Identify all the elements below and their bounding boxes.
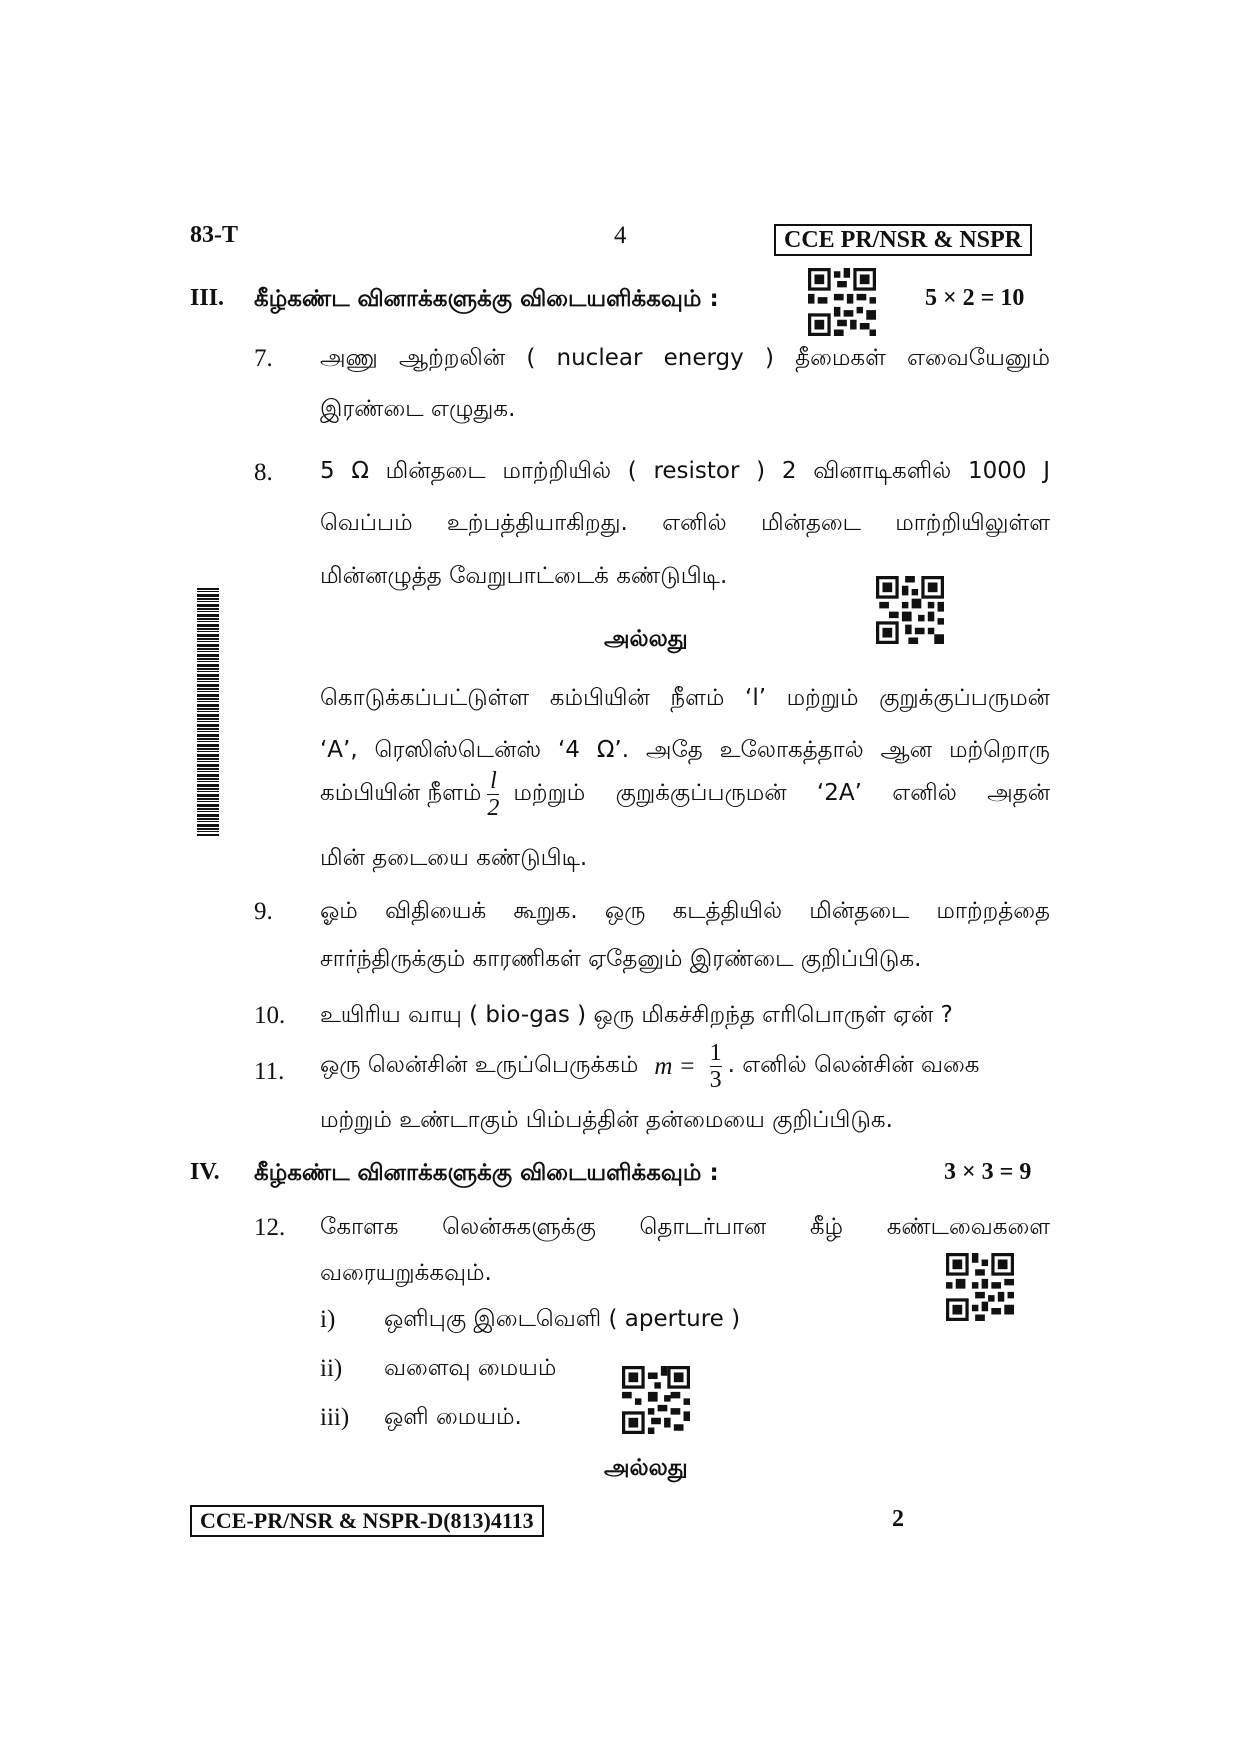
fraction-denominator: 2 bbox=[487, 795, 500, 821]
fraction-denominator: 3 bbox=[709, 1067, 722, 1093]
section-3-marks: 5 × 2 = 10 bbox=[925, 285, 1025, 311]
magnification-symbol: m = bbox=[654, 1052, 696, 1080]
fraction-numerator: l bbox=[490, 768, 497, 794]
question-text: கம்பியின் நீளம் bbox=[320, 780, 482, 806]
footer-code-box: CCE-PR/NSR & NSPR-D(813)4113 bbox=[190, 1505, 544, 1537]
question-number: 8. bbox=[254, 459, 273, 486]
page-number: 4 bbox=[614, 222, 627, 249]
question-number: 10. bbox=[254, 1002, 286, 1029]
question-text: 5 Ω மின்தடை மாற்றியில் ( resistor ) 2 வினாடிகளில் 1000 J bbox=[320, 458, 1050, 484]
or-divider: அல்லது bbox=[604, 1455, 688, 1481]
qr-code-icon bbox=[622, 1366, 690, 1434]
fraction bbox=[487, 768, 499, 821]
qr-code-icon bbox=[946, 1253, 1014, 1321]
question-text: கொடுக்கப்பட்டுள்ள கம்பியின் நீளம் ‘l’ மற்றும் குறுக்குப்பருமன் bbox=[320, 685, 1050, 711]
question-text: மின் தடையை கண்டுபிடி. bbox=[320, 845, 588, 871]
header-code-box: CCE PR/NSR & NSPR bbox=[774, 224, 1032, 256]
question-number: 7. bbox=[254, 345, 273, 372]
question-text: ‘A’, ரெஸிஸ்டென்ஸ் ‘4 Ω’. அதே உலோகத்தால் ஆன மற்றொரு bbox=[320, 737, 1050, 763]
sub-item-text: வளைவு மையம் bbox=[384, 1355, 557, 1381]
question-text: மற்றும் குறுக்குப்பருமன் ‘2A’ எனில் அதன் bbox=[513, 780, 1050, 806]
section-4-instruction: கீழ்கண்ட வினாக்களுக்கு விடையளிக்கவும் : bbox=[254, 1160, 719, 1186]
question-text: சார்ந்திருக்கும் காரணிகள் ஏதேனும் இரண்டை குறிப்பிடுக. bbox=[320, 946, 922, 972]
barcode-icon bbox=[197, 588, 219, 836]
question-text: ஒரு லென்சின் உருப்பெருக்கம் bbox=[320, 1052, 639, 1078]
sub-item-text: ஒளி மையம். bbox=[384, 1404, 522, 1430]
question-number: 11. bbox=[254, 1058, 285, 1085]
question-number: 12. bbox=[254, 1214, 286, 1241]
question-text: அணு ஆற்றலின் ( nuclear energy ) தீமைகள் எவையேனும் bbox=[320, 345, 1050, 371]
sub-item-label: ii) bbox=[320, 1355, 343, 1382]
paper-code: 83-T bbox=[190, 222, 238, 248]
question-text: வெப்பம் உற்பத்தியாகிறது. எனில் மின்தடை மாற்றியிலுள்ள bbox=[320, 510, 1050, 536]
or-divider: அல்லது bbox=[604, 626, 688, 652]
question-text: மற்றும் உண்டாகும் பிம்பத்தின் தன்மையை குறிப்பிடுக. bbox=[320, 1107, 893, 1133]
footer-page-number: 2 bbox=[892, 1506, 904, 1532]
question-text: . எனில் லென்சின் வகை bbox=[727, 1052, 980, 1078]
qr-code-icon bbox=[808, 268, 876, 336]
fraction bbox=[710, 1040, 722, 1093]
question-text-with-fraction bbox=[320, 1040, 1050, 1093]
sub-item-label: i) bbox=[320, 1306, 336, 1333]
question-text: கோளக லென்சுகளுக்கு தொடர்பான கீழ் கண்டவைகளை bbox=[320, 1214, 1050, 1240]
question-text: வரையறுக்கவும். bbox=[320, 1260, 492, 1286]
qr-code-icon bbox=[876, 576, 944, 644]
question-text-with-fraction bbox=[320, 768, 1050, 821]
fraction-numerator: 1 bbox=[709, 1040, 722, 1066]
sub-item-text: ஒளிபுகு இடைவெளி ( aperture ) bbox=[384, 1306, 741, 1332]
question-text: ஓம் விதியைக் கூறுக. ஒரு கடத்தியில் மின்தடை மாற்றத்தை bbox=[320, 898, 1050, 924]
section-4-roman: IV. bbox=[190, 1159, 220, 1185]
question-number: 9. bbox=[254, 898, 273, 925]
question-text: உயிரிய வாயு ( bio-gas ) ஒரு மிகச்சிறந்த எரிபொருள் ஏன் ? bbox=[320, 1002, 953, 1028]
section-3-instruction: கீழ்கண்ட வினாக்களுக்கு விடையளிக்கவும் : bbox=[254, 286, 719, 312]
question-text: மின்னழுத்த வேறுபாட்டைக் கண்டுபிடி. bbox=[320, 563, 728, 589]
section-3-roman: III. bbox=[190, 285, 225, 311]
sub-item-label: iii) bbox=[320, 1404, 350, 1431]
question-text: இரண்டை எழுதுக. bbox=[320, 396, 516, 422]
section-4-marks: 3 × 3 = 9 bbox=[944, 1159, 1032, 1185]
